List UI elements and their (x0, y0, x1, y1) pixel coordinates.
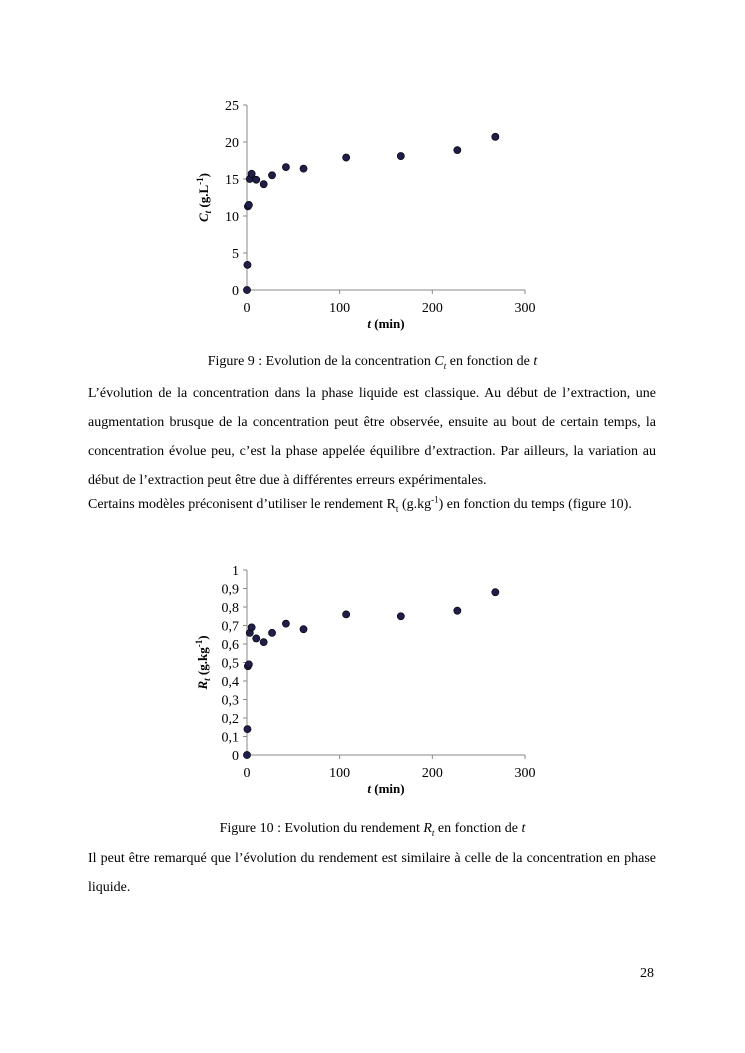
figure-9-chart (0, 0, 745, 340)
x-tick-label: 200 (421, 766, 443, 781)
y-tick-label: 0,8 (221, 601, 239, 616)
figure-9-caption (0, 353, 745, 371)
y-tick-label: 5 (232, 247, 239, 262)
caption-var: t (521, 821, 526, 836)
caption-text: Figure 9 : Evolution de la concentration (207, 354, 435, 369)
x-tick-label: 300 (514, 766, 536, 781)
data-point (300, 165, 307, 172)
data-point (243, 286, 250, 293)
data-point (300, 626, 307, 633)
x-axis-label (367, 781, 404, 796)
x-tick-label: 100 (329, 301, 351, 316)
caption-text: en fonction de (446, 354, 534, 369)
data-point (454, 147, 461, 154)
y-axis-label-sub: t (202, 678, 212, 681)
caption-var: t (533, 354, 538, 369)
caption-text: Figure 10 : Evolution du rendement (219, 821, 424, 836)
data-point (244, 726, 251, 733)
caption-text: en fonction de (434, 821, 522, 836)
y-axis-label-unit: (g.kg (195, 647, 210, 679)
data-point (282, 164, 289, 171)
y-axis-label (195, 173, 213, 222)
y-axis-label-var: C (196, 213, 211, 223)
data-point (268, 172, 275, 179)
y-tick-label: 0,6 (221, 638, 239, 653)
data-point (245, 201, 252, 208)
data-point (397, 152, 404, 159)
y-axis-label-sup: -1 (194, 639, 204, 648)
y-tick-label: 0,9 (221, 582, 239, 598)
x-axis-label-var: t (367, 316, 372, 331)
x-tick-label: 300 (514, 301, 536, 316)
y-axis-label-var: R (195, 680, 210, 690)
y-tick-label: 10 (225, 210, 239, 225)
data-point (243, 751, 250, 758)
y-tick-label: 0,3 (221, 693, 239, 709)
y-tick-label: 0,4 (221, 675, 239, 690)
y-axis-label-close: ) (196, 172, 211, 178)
paragraph-text: ) en fonction du temps (figure 10). (438, 497, 632, 512)
y-tick-label: 25 (225, 99, 239, 114)
y-tick-label: 0,2 (221, 712, 239, 727)
y-tick-label: 0,1 (221, 730, 239, 746)
x-tick-label: 0 (243, 766, 251, 781)
data-point (248, 624, 255, 631)
x-axis-label-unit: (min) (371, 316, 405, 331)
y-axis-label-sup: -1 (195, 177, 205, 185)
data-point (454, 607, 461, 614)
data-point (260, 181, 267, 188)
y-tick-label: 20 (225, 136, 239, 151)
y-tick-label: 0 (232, 284, 239, 299)
y-axis-label-unit: (g.L (196, 184, 211, 211)
figure-10-chart (0, 540, 745, 800)
paragraph-3: Il peut être remarqué que l’évolution du rendement est similaire à celle de la concentration en phase liquide. (88, 851, 656, 895)
x-tick-label: 200 (421, 301, 443, 316)
y-tick-label: 15 (225, 173, 239, 188)
caption-sub: t (431, 827, 435, 838)
caption-sub: t (443, 360, 447, 371)
figure-10-caption (0, 820, 745, 838)
data-point (244, 261, 251, 268)
paragraph-sub: t (395, 503, 399, 514)
data-point (343, 611, 350, 618)
data-point (492, 589, 499, 596)
y-tick-label: 0 (232, 749, 239, 764)
y-axis-label-close: ) (195, 635, 210, 640)
data-point (268, 629, 275, 636)
y-axis-label (194, 635, 212, 690)
y-tick-label: 1 (232, 564, 239, 579)
x-axis-label-var: t (367, 781, 372, 796)
data-point (260, 639, 267, 646)
data-point (253, 176, 260, 183)
paragraph-1: L’évolution de la concentration dans la phase liquide est classique. Au début de l’extraction, une augmentation brusque de la concentration peut être observée, ensuite au bout de certain temps, la concentration évolue peu, c’est la phase appelée équilibre d’extraction. Par ailleurs, la variation au début de l’extraction peut être due à différentes erreurs expérimentales. (88, 386, 656, 488)
data-point (253, 635, 260, 642)
x-axis-label (367, 316, 404, 331)
y-axis-label-sub: t (203, 210, 213, 214)
caption-var: C (434, 354, 444, 369)
paragraph-text: Certains modèles préconisent d’utiliser le rendement R (88, 497, 396, 512)
paragraph-sup: -1 (431, 494, 439, 505)
data-point (245, 661, 252, 668)
x-axis-label-unit: (min) (371, 781, 405, 796)
paragraph-2 (88, 490, 656, 519)
data-point (397, 613, 404, 620)
data-point (282, 620, 289, 627)
caption-var: R (423, 821, 432, 836)
x-tick-label: 100 (329, 766, 351, 781)
y-tick-label: 0,5 (221, 656, 239, 672)
data-point (343, 154, 350, 161)
page-number: 28 (640, 966, 654, 981)
y-tick-label: 0,7 (221, 619, 239, 635)
paragraph-text: (g.kg (398, 497, 432, 512)
x-tick-label: 0 (243, 301, 251, 316)
data-point (248, 170, 255, 177)
data-point (492, 133, 499, 140)
